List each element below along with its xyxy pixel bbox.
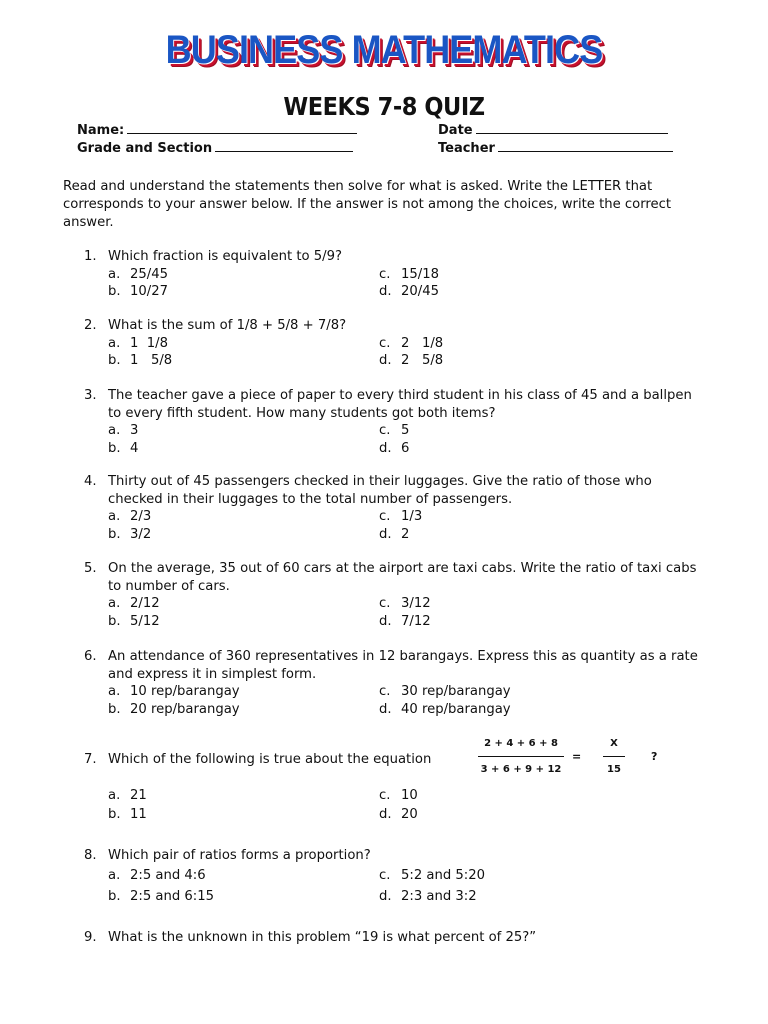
equals-sign: = [572, 750, 582, 763]
question-number: 7. [84, 752, 97, 767]
question-4 [84, 473, 704, 543]
question-text: On the average, 35 out of 60 cars at the airport are taxi cabs. Write the ratio of taxi cabs to number of cars. [108, 561, 697, 594]
choice-a[interactable]: a. 10 rep/barangay [108, 684, 240, 699]
choices [108, 508, 704, 543]
fraction-numerator: X [610, 738, 618, 749]
question-1 [84, 248, 704, 301]
question-8 [84, 847, 704, 905]
choices [108, 787, 704, 824]
choice-a[interactable]: a. 1 1/8 [108, 335, 168, 351]
question-text: Which fraction is equivalent to 5/9? [108, 249, 342, 264]
choice-c[interactable]: c. 15/18 [379, 266, 440, 282]
question-number: 6. [84, 649, 97, 664]
name-label: Name: [77, 123, 125, 138]
choice-d[interactable]: d. 2 [379, 526, 410, 542]
question-number: 5. [84, 561, 97, 576]
teacher-blank[interactable] [498, 139, 673, 152]
question-number: 8. [84, 848, 97, 863]
date-field[interactable] [438, 121, 668, 138]
question-6 [84, 648, 704, 718]
question-text: What is the sum of 1/8 + 5/8 + 7/8? [108, 318, 347, 333]
name-field[interactable] [77, 121, 357, 138]
question-text: An attendance of 360 representatives in 12 barangays. Express this as quantity as a rate and express it in simplest form. [108, 649, 698, 682]
choice-c[interactable]: c. 2 1/8 [379, 335, 444, 351]
choice-c[interactable]: c. 3/12 [379, 596, 431, 611]
fraction-bar [478, 756, 564, 757]
grade-section-label: Grade and Section [77, 141, 213, 156]
choice-b[interactable]: b. 11 [108, 807, 147, 822]
question-number: 4. [84, 474, 97, 489]
question-text: Which pair of ratios forms a proportion? [108, 848, 371, 863]
choice-a[interactable]: a. 25/45 [108, 266, 169, 282]
choice-a[interactable]: a. 21 [108, 788, 147, 803]
choice-b[interactable]: b. 1 5/8 [108, 353, 173, 368]
date-label: Date [438, 123, 473, 138]
question-number: 3. [84, 388, 97, 403]
question-text: Which of the following is true about the equation [108, 752, 432, 767]
choice-b[interactable]: b. 3/2 [108, 526, 152, 542]
question-5 [84, 560, 704, 630]
choice-b[interactable]: b. 2:5 and 6:15 [108, 888, 215, 904]
equation-question-mark: ? [651, 750, 658, 763]
choices [108, 595, 704, 630]
quiz-title: WEEKS 7-8 QUIZ [283, 92, 485, 121]
question-3 [84, 387, 704, 457]
choice-b[interactable]: b. 4 [108, 440, 139, 456]
banner-title: BUSINESS MATHEMATICS [165, 28, 603, 72]
choices [108, 867, 704, 906]
equation-right-fraction [603, 738, 625, 775]
fraction-bar [603, 756, 625, 757]
equation-left-fraction [478, 738, 564, 775]
choice-a[interactable]: a. 2/3 [108, 509, 152, 524]
choices [108, 266, 704, 301]
choice-d[interactable]: d. 20 [379, 807, 418, 822]
teacher-field[interactable] [438, 139, 673, 156]
question-text: What is the unknown in this problem “19 is what percent of 25?” [108, 930, 537, 945]
grade-section-field[interactable] [77, 139, 353, 156]
choice-b[interactable]: b. 5/12 [108, 613, 160, 629]
grade-section-blank[interactable] [215, 139, 353, 152]
choice-d[interactable]: d. 6 [379, 440, 410, 456]
choice-a[interactable]: a. 2/12 [108, 596, 160, 611]
fraction-denominator: 3 + 6 + 9 + 12 [480, 764, 562, 775]
choice-a[interactable]: a. 2:5 and 4:6 [108, 867, 206, 883]
question-9 [84, 929, 704, 947]
fraction-denominator: 15 [607, 764, 621, 775]
question-number: 1. [84, 249, 97, 264]
choices [108, 422, 704, 457]
date-blank[interactable] [476, 121, 668, 134]
choice-d[interactable]: d. 20/45 [379, 284, 440, 299]
choice-b[interactable]: b. 20 rep/barangay [108, 701, 240, 717]
choice-c[interactable]: c. 5 [379, 423, 410, 438]
choice-c[interactable]: c. 5:2 and 5:20 [379, 867, 486, 883]
question-2 [84, 317, 704, 370]
choice-a[interactable]: a. 3 [108, 423, 139, 438]
choice-d[interactable]: d. 40 rep/barangay [379, 701, 511, 717]
choice-c[interactable]: c. 30 rep/barangay [379, 684, 511, 699]
teacher-label: Teacher [438, 141, 495, 156]
question-number: 9. [84, 930, 97, 945]
choices [108, 335, 704, 370]
question-number: 2. [84, 318, 97, 333]
instructions: Read and understand the statements then solve for what is asked. Write the LETTER that corresponds to your answer below. If the answer is not among the choices, write the correct answer. [63, 179, 672, 230]
choice-c[interactable]: c. 1/3 [379, 509, 423, 524]
choice-d[interactable]: d. 2:3 and 3:2 [379, 888, 477, 904]
choice-d[interactable]: d. 2 5/8 [379, 353, 444, 368]
choices [108, 683, 704, 718]
choice-d[interactable]: d. 7/12 [379, 613, 431, 629]
fraction-numerator: 2 + 4 + 6 + 8 [484, 738, 558, 749]
choice-c[interactable]: c. 10 [379, 788, 418, 803]
question-text: The teacher gave a piece of paper to every third student in his class of 45 and a ballpen to every fifth student. How many students got both items? [108, 388, 692, 421]
question-7-choices [84, 787, 704, 824]
question-text: Thirty out of 45 passengers checked in their luggages. Give the ratio of those who checked in their luggages to the total number of passengers. [108, 474, 652, 507]
name-blank[interactable] [127, 121, 357, 134]
choice-b[interactable]: b. 10/27 [108, 284, 169, 299]
